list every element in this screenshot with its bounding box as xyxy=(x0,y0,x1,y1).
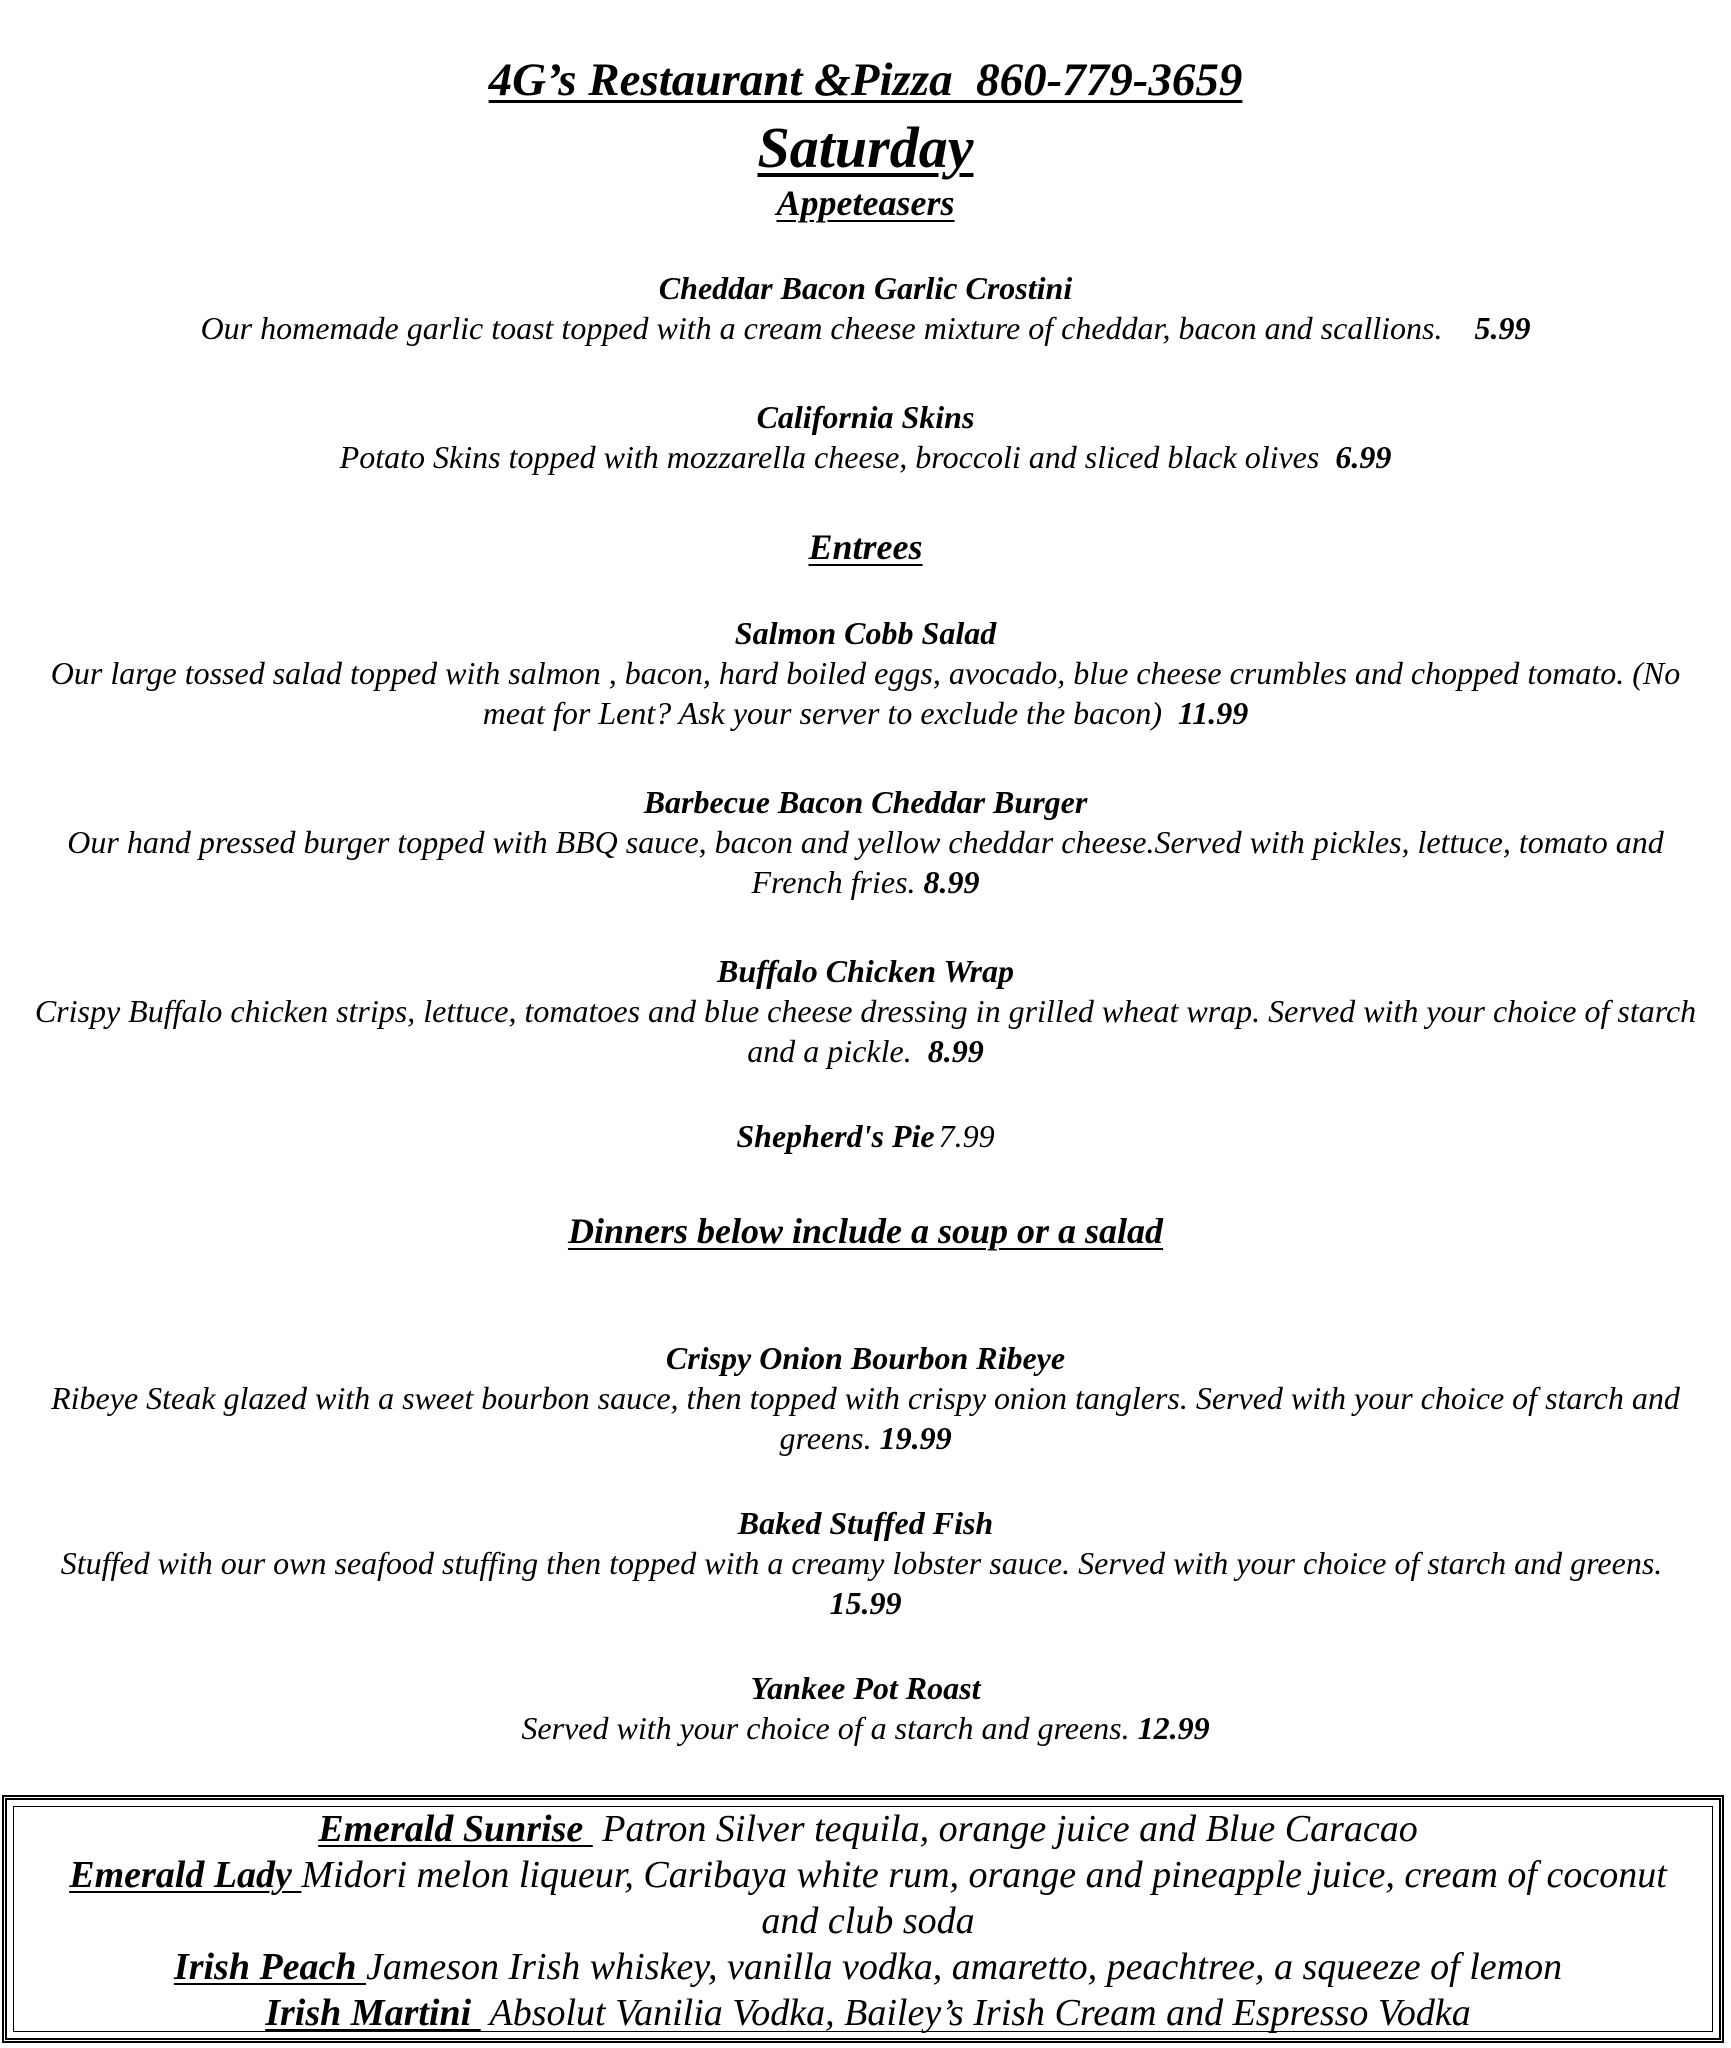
item-description: Stuffed with our own seafood stuffing then topped with a creamy lobster sauce. Served with your choice of starch and greens. 15.99 xyxy=(60,1545,1663,1621)
restaurant-title: 4G’s Restaurant &Pizza 860-779-3659 xyxy=(488,54,1243,106)
item-description: Crispy Buffalo chicken strips, lettuce, tomatoes and blue cheese dressing in grilled wheat wrap. Served with your choice of starch and a pickle. 8.99 xyxy=(34,993,1697,1069)
menu-item xyxy=(24,782,1707,902)
menu-item xyxy=(24,951,1707,1071)
drink-description: Absolut Vanilia Vodka, Bailey’s Irish Cream and Espresso Vodka xyxy=(489,1992,1471,2034)
item-price: 8.99 xyxy=(923,864,980,900)
section-heading-appetizers: Appeteasers xyxy=(776,183,955,223)
section-heading-entrees: Entrees xyxy=(808,527,923,567)
item-price: 5.99 xyxy=(1474,310,1531,346)
drinks-box xyxy=(2,1795,1724,2043)
item-price: 19.99 xyxy=(879,1420,952,1456)
item-name: Cheddar Bacon Garlic Crostini xyxy=(658,270,1073,306)
section-heading-dinners: Dinners below include a soup or a salad xyxy=(567,1211,1164,1251)
drink-item xyxy=(7,1990,1729,2036)
item-name: Yankee Pot Roast xyxy=(750,1670,981,1706)
item-description: Our hand pressed burger topped with BBQ sauce, bacon and yellow cheddar cheese.Served with pickles, lettuce, tomato and French fries. 8.99 xyxy=(67,824,1664,900)
item-description: Our large tossed salad topped with salmon , bacon, hard boiled eggs, avocado, blue cheese crumbles and chopped tomato. (No meat for Lent? Ask your server to exclude the bacon) 11.99 xyxy=(50,655,1681,731)
drink-item xyxy=(7,1806,1729,1852)
item-name: Crispy Onion Bourbon Ribeye xyxy=(665,1340,1066,1376)
menu-item xyxy=(24,1338,1707,1458)
menu-item xyxy=(24,613,1707,733)
drink-description: Midori melon liqueur, Caribaya white rum, orange and pineapple juice, cream of coconut and club soda xyxy=(301,1854,1667,1942)
item-description: Served with your choice of a starch and greens. 12.99 xyxy=(521,1710,1210,1746)
item-name: Salmon Cobb Salad xyxy=(734,615,997,651)
drink-item xyxy=(7,1944,1729,1990)
item-description: Potato Skins topped with mozzarella cheese, broccoli and sliced black olives 6.99 xyxy=(339,439,1392,475)
item-price: 12.99 xyxy=(1137,1710,1210,1746)
item-price: 11.99 xyxy=(1178,695,1249,731)
item-price: 8.99 xyxy=(927,1033,984,1069)
item-description: Ribeye Steak glazed with a sweet bourbon sauce, then topped with crispy onion tanglers. Served with your choice of starch and greens. 19.99 xyxy=(51,1380,1680,1456)
drink-description: Jameson Irish whiskey, vanilla vodka, amaretto, peachtree, a squeeze of lemon xyxy=(366,1946,1563,1988)
day-title: Saturday xyxy=(757,115,974,180)
drink-name: Emerald Lady xyxy=(69,1854,302,1896)
menu-item xyxy=(24,397,1707,477)
item-name: Baked Stuffed Fish xyxy=(737,1505,994,1541)
menu-item xyxy=(24,1116,1707,1156)
drink-description: Patron Silver tequila, orange juice and Blue Caracao xyxy=(602,1808,1418,1850)
item-name: Buffalo Chicken Wrap xyxy=(717,953,1014,989)
item-name: Barbecue Bacon Cheddar Burger xyxy=(643,784,1088,820)
menu-item xyxy=(24,268,1707,348)
item-price: 15.99 xyxy=(829,1585,902,1621)
menu-item xyxy=(24,1503,1707,1623)
item-price: 7.99 xyxy=(938,1118,995,1154)
item-price: 6.99 xyxy=(1335,439,1392,475)
drink-name: Irish Peach xyxy=(173,1946,367,1988)
drink-item xyxy=(47,1852,1689,1944)
item-description: Our homemade garlic toast topped with a cream cheese mixture of cheddar, bacon and scallions. 5.99 xyxy=(200,310,1531,346)
drink-name: Irish Martini xyxy=(265,1992,481,2034)
drink-name: Emerald Sunrise xyxy=(318,1808,593,1850)
item-name: California Skins xyxy=(756,399,975,435)
menu-item xyxy=(24,1668,1707,1748)
item-name: Shepherd's Pie xyxy=(736,1118,935,1154)
